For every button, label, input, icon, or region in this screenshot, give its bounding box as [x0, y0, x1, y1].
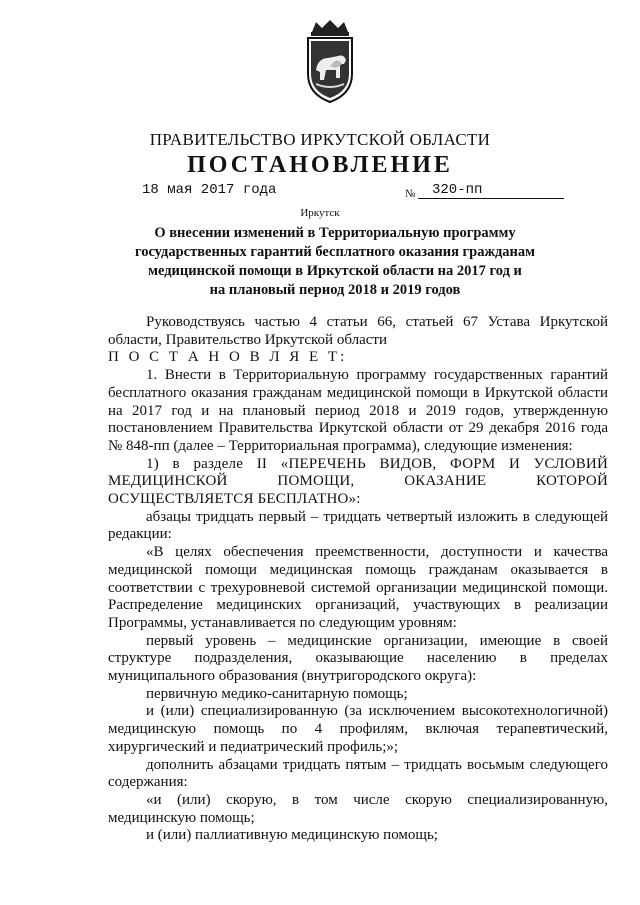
- paragraph-add: дополнить абзацами тридцать пятым – тридцать восьмым следующего содержания:: [108, 756, 608, 791]
- paragraph-item-1: 1. Внести в Территориальную программу государственных гарантий бесплатного оказания гражданам медицинской помощи в Иркутской области на 2017 год и на плановый период 2018 и 2019 годов, утвержденную постановлением Правительства Иркутской области от 29 декабря 2016 года № 848-пп (далее – Территориальная программа), следующие изменения:: [108, 367, 608, 454]
- paragraph-level-1: первый уровень – медицинские организации, имеющие в своей структуре подразделения, оказывающие населению в пределах муниципального образования (внутригородского округа):: [108, 632, 608, 685]
- paragraph-palliative-care: и (или) паллиативную медицинскую помощь;: [146, 827, 438, 844]
- heading-line: О внесении изменений в Территориальную программу: [154, 225, 516, 241]
- document-body: [108, 314, 608, 845]
- paragraph-amend: абзацы тридцать первый – тридцать четвертый изложить в следующей редакции:: [108, 508, 608, 543]
- paragraph-specialized-care: и (или) специализированную (за исключением высокотехнологичной) медицинскую помощь по 4 профилям, включая терапевтический, хирургический и педиатрический профиль;»;: [108, 703, 608, 755]
- document-heading: [115, 224, 555, 300]
- government-name: ПРАВИТЕЛЬСТВО ИРКУТСКОЙ ОБЛАСТИ: [149, 130, 491, 149]
- document-date: 18 мая 2017 года: [142, 182, 277, 198]
- paragraph-subitem-1: 1) в разделе II «ПЕРЕЧЕНЬ ВИДОВ, ФОРМ И УСЛОВИЙ МЕДИЦИНСКОЙ ПОМОЩИ, ОКАЗАНИЕ КОТОРОЙ ОСУЩЕСТВЛЯЕТСЯ БЕСПЛАТНО»:: [108, 455, 608, 508]
- document-number: 320-пп: [418, 182, 564, 199]
- paragraph-emergency-care: «и (или) скорую, в том числе скорую специализированную, медицинскую помощь;: [108, 791, 608, 826]
- city-name: Иркутск: [300, 207, 340, 219]
- heading-line: на плановый период 2018 и 2019 годов: [209, 282, 461, 298]
- coat-of-arms-icon: [298, 18, 362, 106]
- paragraph-decree: П О С Т А Н О В Л Я Е Т:: [108, 349, 348, 366]
- document-type-title: ПОСТАНОВЛЕНИЕ: [187, 152, 453, 178]
- heading-line: государственных гарантий бесплатного оказания гражданам: [134, 244, 536, 260]
- heading-line: медицинской помощи в Иркутской области на 2017 год и: [148, 263, 522, 279]
- paragraph-quote: «В целях обеспечения преемственности, доступности и качества медицинской помощи медицинская помощь гражданам оказывается в соответствии с трехуровневой системой организации медицинской помощи. Распределение медицинских организаций, участвующих в реализации Программы, устанавливается по следующим уровням:: [108, 544, 608, 631]
- paragraph-primary-care: первичную медико-санитарную помощь;: [146, 685, 408, 702]
- paragraph-preamble: Руководствуясь частью 4 статьи 66, статьей 67 Устава Иркутской области, Правительство Иркутской области: [108, 314, 608, 348]
- number-sign: №: [405, 188, 416, 200]
